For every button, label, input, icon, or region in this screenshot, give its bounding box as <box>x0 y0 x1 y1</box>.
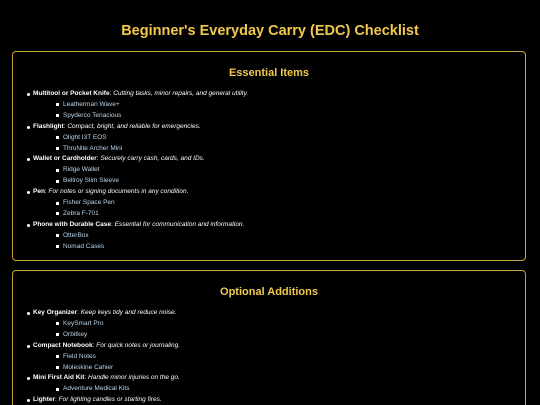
item-description: For quick notes or journaling. <box>96 341 181 349</box>
list-item: Pen: For notes or signing documents in any condition. Fisher Space Pen Zebra F-701 <box>13 187 525 220</box>
item-description: For notes or signing documents in any condition. <box>48 188 189 196</box>
list-item: Wallet or Cardholder: Securely carry cash, cards, and IDs. Ridge Wallet Bellroy Slim Sleeve <box>13 154 525 187</box>
item-description: Cutting tasks, minor repairs, and general utility. <box>113 90 249 97</box>
item-description: Securely carry cash, cards, and IDs. <box>100 155 205 163</box>
list-item: Phone with Durable Case: Essential for communication and information. OtterBox Nomad Cases <box>13 220 525 253</box>
list-item: Mini First Aid Kit: Handle minor injuries on the go. Adventure Medical Kits <box>13 373 525 395</box>
example-item: Olight I3T EOS <box>33 133 525 144</box>
item-description: Keep keys tidy and reduce noise. <box>80 309 177 316</box>
item-description: Handle minor injuries on the go. <box>88 374 180 382</box>
page-title: Beginner's Everyday Carry (EDC) Checklist <box>121 23 419 39</box>
item-name: Pen <box>33 188 45 196</box>
example-item: Spyderco Tenacious <box>33 111 525 122</box>
example-item: Zebra F-701 <box>33 209 525 220</box>
example-item: KeySmart Pro <box>33 319 525 330</box>
section-title: Essential Items <box>228 67 310 79</box>
example-item: Field Notes <box>33 352 525 363</box>
example-list <box>33 231 525 253</box>
example-list <box>33 384 525 395</box>
item-name: Multitool or Pocket Knife <box>33 90 110 97</box>
item-name: Key Organizer <box>33 309 78 316</box>
list-item: Flashlight: Compact, bright, and reliable for emergencies. Olight I3T EOS ThruNite Archer Mini <box>13 122 525 155</box>
example-list <box>33 319 525 341</box>
list-item: Multitool or Pocket Knife: Cutting tasks, minor repairs, and general utility. Leatherman Wave+ Spyderco Tenacious <box>13 89 525 122</box>
example-item: Ridge Wallet <box>33 165 525 176</box>
example-list <box>33 352 525 374</box>
essential-items-card <box>12 51 526 261</box>
example-item: Bellroy Slim Sleeve <box>33 176 525 187</box>
item-description: Compact, bright, and reliable for emergencies. <box>67 122 201 130</box>
example-item: Orbitkey <box>33 330 525 341</box>
example-item: Moleskine Cahier <box>33 363 525 374</box>
example-item: ThruNite Archer Mini <box>33 144 525 155</box>
item-description: Essential for communication and information. <box>114 220 245 228</box>
example-item: Fisher Space Pen <box>33 198 525 209</box>
example-list <box>33 100 525 122</box>
list-item: Key Organizer: Keep keys tidy and reduce noise. KeySmart Pro Orbitkey <box>13 308 525 341</box>
essential-items-list <box>13 89 525 253</box>
list-item: Compact Notebook: For quick notes or journaling. Field Notes Moleskine Cahier <box>13 341 525 374</box>
item-name: Wallet or Cardholder <box>33 155 97 163</box>
example-list <box>33 133 525 155</box>
example-list <box>33 165 525 187</box>
list-item: Lighter: For lighting candles or starting fires. <box>13 395 525 405</box>
example-item: Nomad Cases <box>33 242 525 253</box>
item-name: Lighter <box>33 396 56 404</box>
item-name: Flashlight <box>33 122 64 130</box>
example-item: Leatherman Wave+ <box>33 100 525 111</box>
optional-items-list <box>13 308 525 405</box>
example-list <box>33 198 525 220</box>
section-title: Optional Additions <box>220 286 318 298</box>
item-name: Phone with Durable Case <box>33 220 112 228</box>
optional-additions-card <box>12 270 526 405</box>
example-item: Adventure Medical Kits <box>33 384 525 395</box>
item-description: For lighting candles or starting fires. <box>58 396 162 404</box>
item-name: Mini First Aid Kit <box>33 374 85 382</box>
item-name: Compact Notebook <box>33 341 93 349</box>
example-item: OtterBox <box>33 231 525 242</box>
